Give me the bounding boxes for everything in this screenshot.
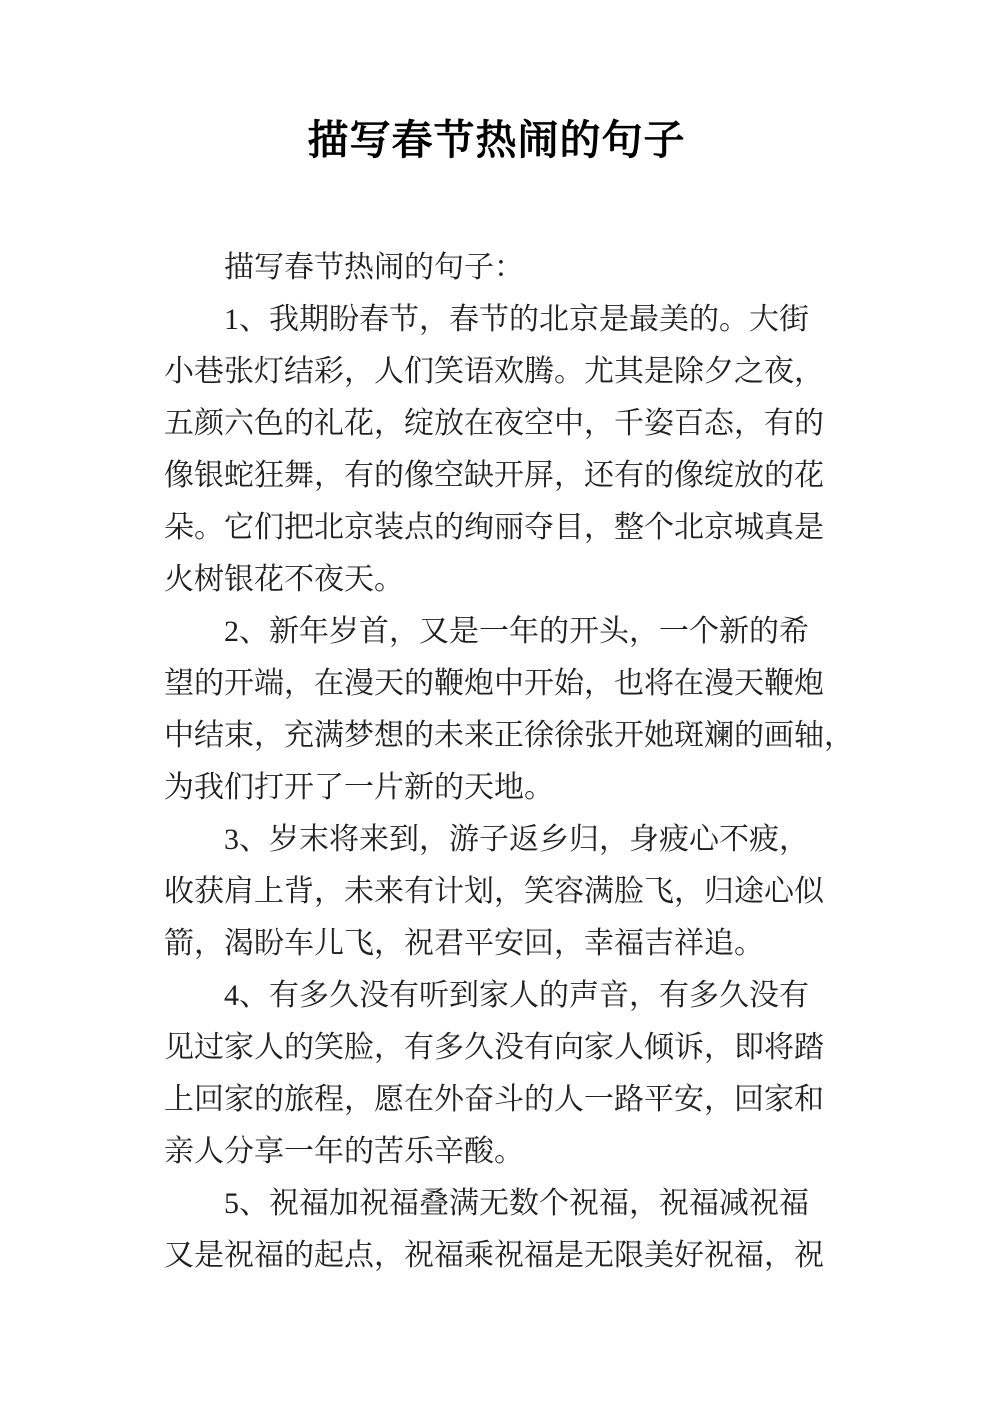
paragraph-4: [164, 970, 824, 1178]
paragraph-5: [164, 1178, 824, 1282]
text-line: 为我们打开了一片新的天地。: [164, 771, 554, 805]
text-line: 见过家人的笑脸，有多久没有向家人倾诉，即将踏: [164, 1031, 824, 1065]
paragraph-2: [164, 606, 854, 814]
text-line: 像银蛇狂舞，有的像空缺开屏，还有的像绽放的花: [164, 459, 824, 493]
paragraph-3: [164, 814, 824, 970]
text-line: 朵。它们把北京装点的绚丽夺目，整个北京城真是: [164, 511, 824, 545]
text-line: 又是祝福的起点，祝福乘祝福是无限美好祝福，祝: [164, 1239, 824, 1273]
paragraph-1: [164, 294, 824, 606]
text-line: 4、有多久没有听到家人的声音，有多久没有: [224, 979, 809, 1013]
text-line: 上回家的旅程，愿在外奋斗的人一路平安，回家和: [164, 1083, 824, 1117]
text-line: 3、岁末将来到，游子返乡归，身疲心不疲，: [224, 823, 809, 857]
document-body: [164, 242, 854, 1282]
text-line: 火树银花不夜天。: [164, 563, 404, 597]
text-line: 描写春节热闹的句子：: [224, 251, 524, 285]
text-line: 箭，渴盼车儿飞，祝君平安回，幸福吉祥追。: [164, 927, 764, 961]
text-line: 2、新年岁首，又是一年的开头，一个新的希: [224, 615, 809, 649]
text-line: 望的开端，在漫天的鞭炮中开始，也将在漫天鞭炮: [164, 667, 824, 701]
text-line: 5、祝福加祝福叠满无数个祝福，祝福减祝福: [224, 1187, 809, 1221]
text-line: 五颜六色的礼花，绽放在夜空中，千姿百态，有的: [164, 407, 824, 441]
text-line: 1、我期盼春节，春节的北京是最美的。大街: [224, 303, 809, 337]
paragraph-intro: [164, 242, 824, 294]
text-line: 中结束，充满梦想的未来正徐徐张开她斑斓的画轴，: [164, 719, 854, 753]
text-line: 小巷张灯结彩，人们笑语欢腾。尤其是除夕之夜，: [164, 355, 824, 389]
document-title: 描写春节热闹的句子: [307, 117, 686, 163]
text-line: 收获肩上背，未来有计划，笑容满脸飞，归途心似: [164, 875, 824, 909]
text-line: 亲人分享一年的苦乐辛酸。: [164, 1135, 524, 1169]
